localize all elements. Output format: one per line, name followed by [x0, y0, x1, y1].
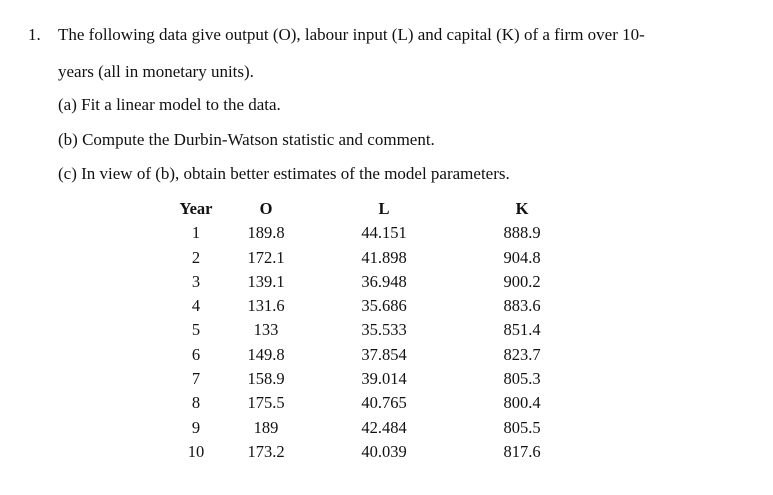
header-capital: K [515, 199, 529, 218]
cell-capital: 817.6 [503, 441, 541, 461]
question-part-c: (c) In view of (b), obtain better estimates of the model parameters. [58, 164, 510, 183]
question-intro-line-2: years (all in monetary units). [58, 62, 254, 81]
table-row [0, 296, 773, 320]
cell-year: 2 [191, 247, 201, 267]
cell-capital: 805.5 [503, 417, 541, 437]
header-output: O [259, 199, 273, 218]
cell-year: 5 [191, 320, 201, 340]
table-row [0, 369, 773, 393]
cell-output: 172.1 [247, 247, 285, 267]
cell-labour: 41.898 [361, 247, 407, 267]
cell-output: 189 [253, 417, 279, 437]
header-year: Year [179, 199, 213, 218]
cell-year: 4 [191, 296, 201, 316]
table-row [0, 418, 773, 442]
cell-output: 175.5 [247, 393, 285, 413]
question-part-b: (b) Compute the Durbin-Watson statistic and comment. [58, 130, 435, 149]
question-part-a: (a) Fit a linear model to the data. [58, 95, 281, 114]
cell-output: 139.1 [247, 271, 285, 291]
cell-capital: 900.2 [503, 271, 541, 291]
cell-capital: 883.6 [503, 296, 541, 316]
cell-output: 131.6 [247, 296, 285, 316]
cell-labour: 35.533 [361, 320, 407, 340]
cell-capital: 904.8 [503, 247, 541, 267]
cell-capital: 888.9 [503, 223, 541, 243]
cell-labour: 36.948 [361, 271, 407, 291]
question-number: 1. [28, 25, 41, 44]
cell-labour: 40.039 [361, 441, 407, 461]
cell-labour: 40.765 [361, 393, 407, 413]
table-row [0, 393, 773, 417]
table-row [0, 248, 773, 272]
cell-output: 158.9 [247, 369, 285, 389]
table-header-row [0, 199, 773, 223]
header-labour: L [378, 199, 390, 218]
cell-labour: 42.484 [361, 417, 407, 437]
cell-year: 3 [191, 271, 201, 291]
cell-capital: 823.7 [503, 344, 541, 364]
cell-year: 10 [187, 441, 205, 461]
cell-year: 1 [191, 223, 201, 243]
cell-output: 189.8 [247, 223, 285, 243]
cell-labour: 44.151 [361, 223, 407, 243]
cell-year: 7 [191, 369, 201, 389]
table-row [0, 272, 773, 296]
table-row [0, 223, 773, 247]
table-row [0, 345, 773, 369]
cell-output: 133 [253, 320, 279, 340]
cell-capital: 851.4 [503, 320, 541, 340]
cell-capital: 800.4 [503, 393, 541, 413]
cell-labour: 39.014 [361, 369, 407, 389]
cell-labour: 35.686 [361, 296, 407, 316]
question-intro-line-1: The following data give output (O), labour input (L) and capital (K) of a firm over 10- [58, 25, 645, 44]
data-table [0, 199, 773, 466]
cell-year: 9 [191, 417, 201, 437]
table-row [0, 442, 773, 466]
cell-capital: 805.3 [503, 369, 541, 389]
cell-year: 6 [191, 344, 201, 364]
cell-output: 173.2 [247, 441, 285, 461]
cell-labour: 37.854 [361, 344, 407, 364]
cell-year: 8 [191, 393, 201, 413]
table-row [0, 320, 773, 344]
cell-output: 149.8 [247, 344, 285, 364]
